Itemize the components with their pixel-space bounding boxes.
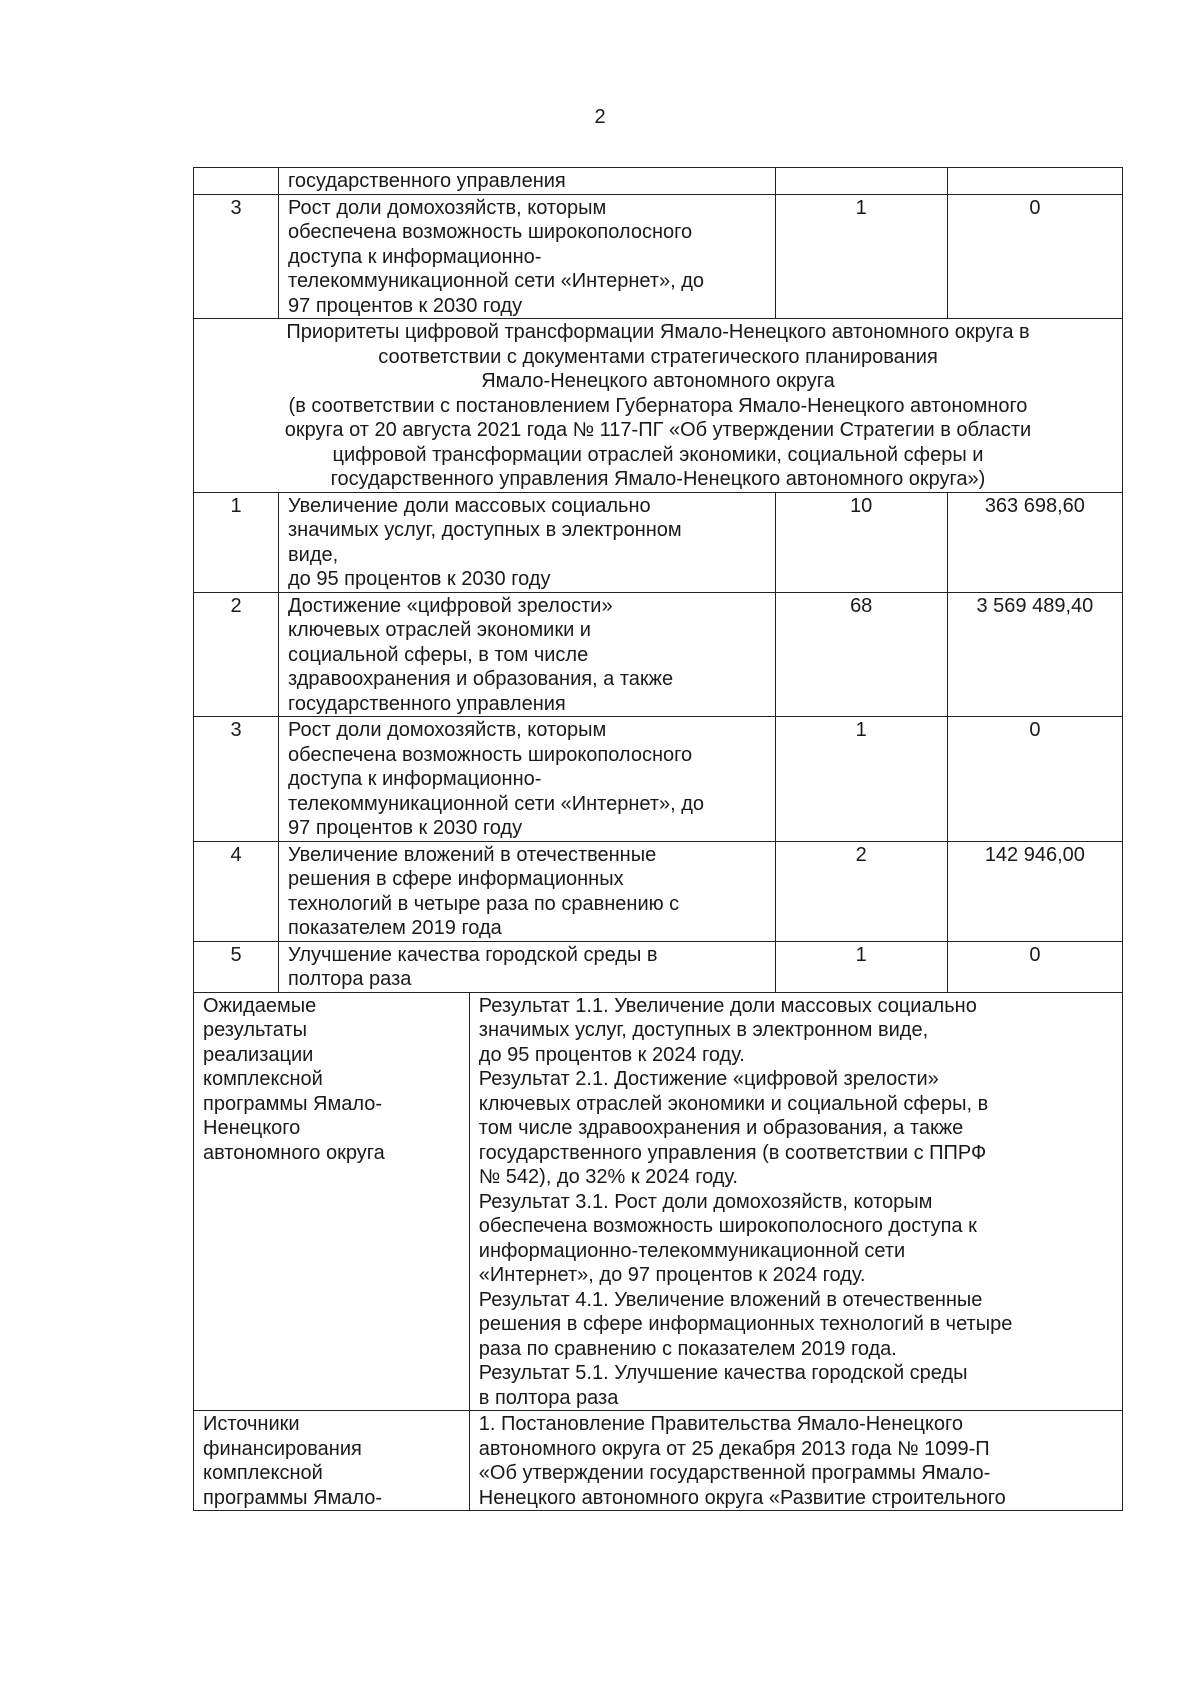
text-line: Результат 2.1. Достижение «цифровой зрелости» (478, 1068, 939, 1090)
text-line: Ненецкого (203, 1117, 301, 1139)
text-line: виде, (288, 543, 339, 566)
text-line: автономного округа (203, 1141, 385, 1164)
indicator-name (279, 717, 776, 842)
text-line: «Об утверждении государственной программы Ямало- (478, 1462, 991, 1484)
priorities-section-heading (194, 319, 1123, 493)
text-line: «Интернет», до 97 процентов к 2024 году. (478, 1264, 866, 1286)
indicator-value: 1 (775, 717, 947, 842)
text-line: в полтора раза (478, 1386, 619, 1409)
text-line: результаты (203, 1019, 307, 1041)
text-line: программы Ямало- (203, 1486, 383, 1509)
text-line: полтора раза (288, 968, 412, 990)
text-line: том числе здравоохранения и образования, а также (478, 1117, 964, 1139)
text-line: информационно-телекоммуникационной сети (478, 1239, 906, 1262)
funding-sources-label (194, 1411, 470, 1511)
expected-results-row (194, 992, 1123, 1411)
text-line: округа от 20 августа 2021 года № 117-ПГ «Об утверждении Стратегии в области (284, 419, 1032, 441)
text-line: ключевых отраслей экономики и социальной сферы, в (478, 1092, 989, 1115)
indicator-amount: 0 (947, 194, 1122, 319)
row-number: 3 (194, 717, 279, 842)
text-line: Ожидаемые (203, 994, 317, 1017)
text-line: решения в сфере информационных технологий в четыре (478, 1313, 1013, 1335)
text-line: доступа к информационно- (288, 768, 542, 790)
text-line: до 95 процентов к 2030 году (288, 568, 551, 590)
text-line: Рост доли домохозяйств, которым (288, 719, 607, 741)
table-body (194, 168, 1123, 1511)
indicator-amount: 142 946,00 (947, 841, 1122, 941)
text-line: технологий в четыре раза по сравнению с (288, 892, 680, 915)
text-line: государственного управления Ямало-Ненецкого автономного округа») (330, 468, 986, 490)
text-line: Приоритеты цифровой трансформации Ямало-Ненецкого автономного округа в (286, 321, 1030, 343)
text-line: показателем 2019 года (288, 917, 502, 939)
text-line: № 542), до 32% к 2024 году. (478, 1166, 738, 1188)
indicator-amount: 363 698,60 (947, 492, 1122, 592)
text-line: Результат 3.1. Рост доли домохозяйств, которым (478, 1190, 933, 1213)
program-table (193, 167, 1123, 1511)
table-row (194, 717, 1123, 842)
text-line: Рост доли домохозяйств, которым (288, 196, 607, 219)
text-line: Результат 5.1. Улучшение качества городской среды (478, 1362, 968, 1384)
text-line: обеспечена возможность широкополосного доступа к (478, 1215, 977, 1237)
text-line: финансирования (203, 1437, 362, 1460)
table-row (194, 941, 1123, 992)
row-number: 4 (194, 841, 279, 941)
table-row (194, 841, 1123, 941)
text-line: Ямало-Ненецкого автономного округа (481, 370, 835, 392)
indicator-name (279, 941, 776, 992)
text-line: 97 процентов к 2030 году (288, 294, 523, 317)
row-number (194, 168, 279, 195)
text-line: обеспечена возможность широкополосного (288, 221, 693, 243)
text-line: комплексной (203, 1068, 323, 1090)
text-line: цифровой трансформации отраслей экономики, социальной сферы и (332, 443, 984, 466)
indicator-amount (947, 168, 1122, 195)
funding-sources-row (194, 1411, 1123, 1511)
priorities-section-row (194, 319, 1123, 493)
text-line: Результат 1.1. Увеличение доли массовых социально (478, 994, 977, 1017)
text-line: значимых услуг, доступных в электронном виде, (478, 1019, 929, 1041)
text-line: Результат 4.1. Увеличение вложений в отечественные (478, 1288, 983, 1311)
text-line: доступа к информационно- (288, 245, 542, 268)
row-number: 5 (194, 941, 279, 992)
text-line: государственного управления (288, 692, 566, 715)
text-line: Источники (203, 1413, 300, 1435)
text-line: социальной сферы, в том числе (288, 643, 589, 666)
text-line: Увеличение доли массовых социально (288, 494, 651, 517)
text-line: обеспечена возможность широкополосного (288, 743, 693, 766)
indicator-value: 1 (775, 941, 947, 992)
text-line: государственного управления (в соответствии с ППРФ (478, 1141, 987, 1164)
page-number: 2 (594, 106, 606, 128)
text-line: 1. Постановление Правительства Ямало-Ненецкого (478, 1413, 963, 1435)
text-line: (в соответствии с постановлением Губернатора Ямало-Ненецкого автономного (288, 394, 1028, 417)
expected-results-content (469, 992, 1122, 1411)
text-line: Увеличение вложений в отечественные (288, 843, 657, 866)
text-line: автономного округа от 25 декабря 2013 года № 1099-П (478, 1437, 990, 1460)
text-line: значимых услуг, доступных в электронном (288, 519, 682, 541)
indicator-name (279, 592, 776, 717)
text-line: Ненецкого автономного округа «Развитие строительного (478, 1486, 1006, 1509)
row-number: 1 (194, 492, 279, 592)
text-line: Достижение «цифровой зрелости» (288, 594, 613, 617)
indicator-value: 1 (775, 194, 947, 319)
table-row (194, 592, 1123, 717)
table-row (194, 492, 1123, 592)
indicator-amount: 0 (947, 941, 1122, 992)
text-line: государственного управления (288, 170, 566, 192)
text-line: решения в сфере информационных (288, 868, 624, 890)
indicator-name (279, 168, 776, 195)
row-number: 2 (194, 592, 279, 717)
indicator-value (775, 168, 947, 195)
indicator-value: 68 (775, 592, 947, 717)
text-line: соответствии с документами стратегического планирования (378, 345, 938, 368)
text-line: комплексной (203, 1462, 323, 1484)
indicator-name (279, 194, 776, 319)
text-line: до 95 процентов к 2024 году. (478, 1043, 745, 1066)
indicator-name (279, 841, 776, 941)
text-line: 97 процентов к 2030 году (288, 817, 523, 839)
table-row (194, 168, 1123, 195)
expected-results-label (194, 992, 470, 1411)
text-line: Улучшение качества городской среды в (288, 943, 658, 966)
row-number: 3 (194, 194, 279, 319)
text-line: программы Ямало- (203, 1092, 383, 1115)
indicator-amount: 3 569 489,40 (947, 592, 1122, 717)
indicator-amount: 0 (947, 717, 1122, 842)
funding-sources-content (469, 1411, 1122, 1511)
table-row (194, 194, 1123, 319)
text-line: раза по сравнению с показателем 2019 года. (478, 1337, 897, 1360)
indicator-name (279, 492, 776, 592)
indicator-value: 2 (775, 841, 947, 941)
text-line: здравоохранения и образования, а также (288, 668, 674, 690)
text-line: ключевых отраслей экономики и (288, 619, 591, 641)
text-line: реализации (203, 1043, 314, 1066)
indicator-value: 10 (775, 492, 947, 592)
text-line: телекоммуникационной сети «Интернет», до (288, 792, 705, 815)
text-line: телекоммуникационной сети «Интернет», до (288, 270, 705, 292)
